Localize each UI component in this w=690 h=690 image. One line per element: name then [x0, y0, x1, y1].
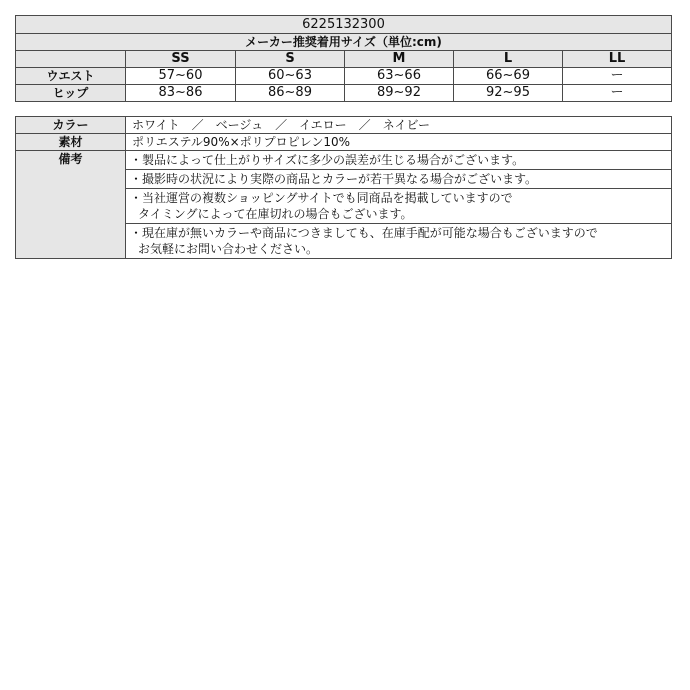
- size-header-s: S: [236, 51, 345, 68]
- color-row: [16, 117, 672, 134]
- material-value: ポリエステル90%×ポリプロピレン10%: [126, 134, 672, 151]
- waist-ss: 57~60: [126, 68, 236, 85]
- note-line: ・当社運営の複数ショッピングサイトでも同商品を掲載していますので: [130, 191, 513, 205]
- detail-table: [15, 116, 672, 259]
- waist-s: 60~63: [236, 68, 345, 85]
- hip-s: 86~89: [236, 85, 345, 102]
- size-header-corner: [16, 51, 126, 68]
- size-table: [15, 15, 672, 102]
- material-label: 素材: [16, 134, 126, 151]
- size-header-m: M: [345, 51, 454, 68]
- note-line: タイミングによって在庫切れの場合もございます。: [138, 207, 413, 221]
- waist-row: [16, 68, 672, 85]
- color-value: ホワイト ／ ベージュ ／ イエロー ／ ネイビー: [126, 117, 672, 134]
- color-label: カラー: [16, 117, 126, 134]
- note-item: [126, 224, 672, 259]
- size-header-ll: LL: [563, 51, 672, 68]
- hip-row: [16, 85, 672, 102]
- waist-m: 63~66: [345, 68, 454, 85]
- notes-row-1: [16, 151, 672, 170]
- note-line: お気軽にお問い合わせください。: [138, 242, 319, 256]
- note-line: ・製品によって仕上がりサイズに多少の誤差が生じる場合がございます。: [130, 153, 525, 167]
- notes-label: 備考: [16, 151, 126, 259]
- note-line: ・撮影時の状況により実際の商品とカラーが若干異なる場合がございます。: [130, 172, 538, 186]
- hip-ll: ー: [563, 85, 672, 102]
- note-item: [126, 151, 672, 170]
- hip-ss: 83~86: [126, 85, 236, 102]
- size-table-title: メーカー推奨着用サイズ（単位:cm): [16, 34, 672, 51]
- waist-ll: ー: [563, 68, 672, 85]
- size-header-l: L: [454, 51, 563, 68]
- hip-label: ヒップ: [16, 85, 126, 102]
- hip-l: 92~95: [454, 85, 563, 102]
- note-item: [126, 189, 672, 224]
- material-row: [16, 134, 672, 151]
- product-code: 6225132300: [16, 16, 672, 34]
- size-header-ss: SS: [126, 51, 236, 68]
- waist-l: 66~69: [454, 68, 563, 85]
- size-header-row: [16, 51, 672, 68]
- hip-m: 89~92: [345, 85, 454, 102]
- note-line: ・現在庫が無いカラーや商品につきましても、在庫手配が可能な場合もございますので: [130, 226, 598, 240]
- waist-label: ウエスト: [16, 68, 126, 85]
- note-item: [126, 170, 672, 189]
